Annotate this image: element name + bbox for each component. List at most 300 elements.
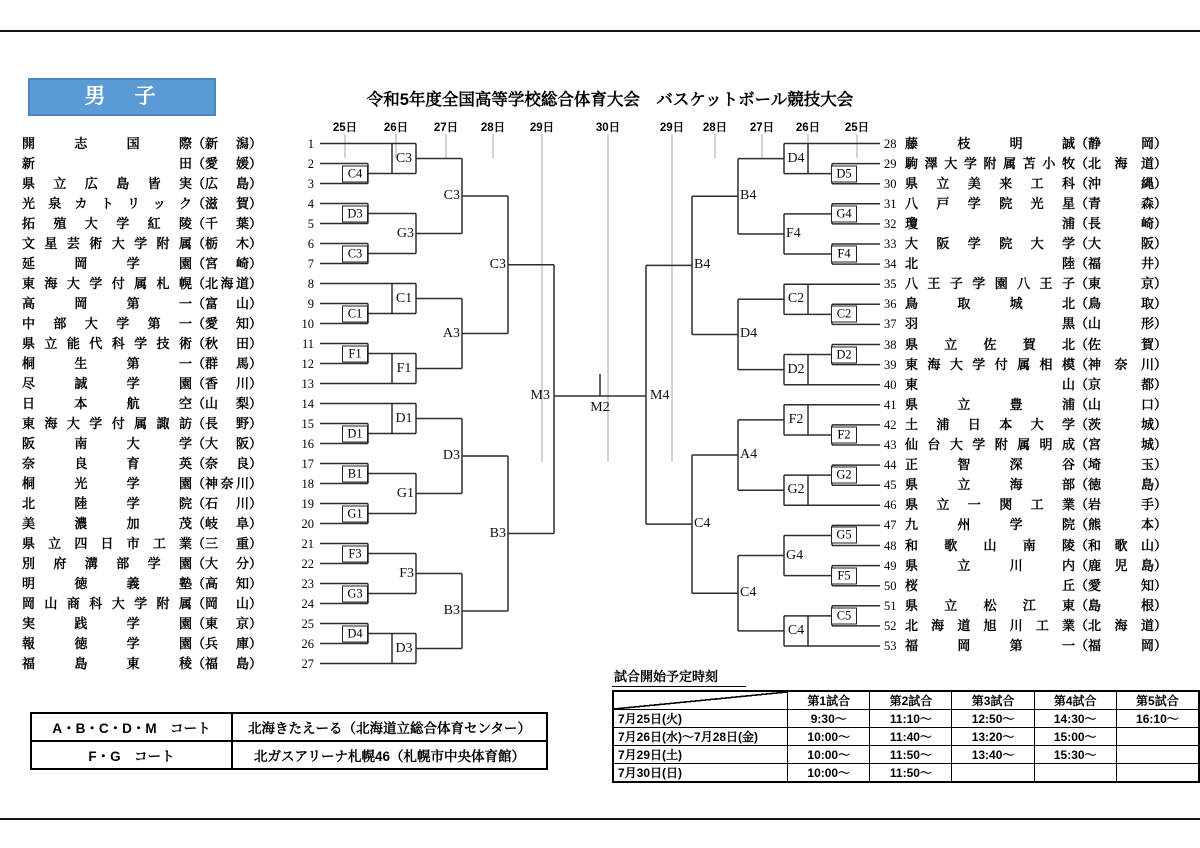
team-seed: 53 bbox=[884, 639, 897, 653]
team-prefecture: （沖縄） bbox=[1075, 175, 1168, 191]
team-seed: 12 bbox=[301, 356, 314, 371]
match-box-G1: G1 bbox=[342, 505, 368, 522]
team-prefecture: （青森） bbox=[1075, 195, 1168, 211]
schedule-time: 11:50～ bbox=[870, 746, 952, 764]
team-seed: 46 bbox=[884, 498, 897, 513]
team-row bbox=[22, 255, 314, 273]
team-row bbox=[22, 175, 314, 193]
schedule-time: 15:30～ bbox=[1034, 746, 1116, 764]
team-prefecture: （千葉） bbox=[192, 215, 263, 231]
team-row bbox=[884, 175, 1178, 193]
match-label-A4: A4 bbox=[740, 447, 758, 463]
team-seed: 9 bbox=[307, 296, 314, 311]
date-column-5: 29日 bbox=[529, 122, 555, 134]
schedule-time: 14:30～ bbox=[1034, 710, 1116, 728]
schedule-time: 11:40～ bbox=[870, 728, 952, 746]
schedule-time bbox=[1116, 728, 1199, 746]
team-row bbox=[22, 275, 314, 293]
schedule-time: 13:20～ bbox=[952, 728, 1034, 746]
team-prefecture: （愛知） bbox=[1075, 577, 1168, 593]
prefecture-text: 宮城 bbox=[1088, 437, 1155, 452]
team-seed: 14 bbox=[301, 396, 314, 411]
schedule-row bbox=[613, 728, 1199, 746]
match-label-G4: G4 bbox=[786, 547, 804, 563]
team-prefecture: （福島） bbox=[192, 655, 263, 671]
match-box-C3: C3 bbox=[342, 245, 368, 262]
prefecture-text: 愛知 bbox=[205, 315, 250, 331]
team-seed: 31 bbox=[884, 196, 897, 211]
team-row bbox=[884, 376, 1178, 394]
team-seed: 39 bbox=[884, 357, 897, 372]
schedule-time bbox=[1116, 746, 1199, 764]
team-row bbox=[884, 416, 1178, 434]
team-row bbox=[22, 515, 314, 533]
match-box-C5: C5 bbox=[831, 607, 857, 624]
team-row bbox=[22, 135, 314, 153]
team-seed: 50 bbox=[884, 578, 897, 593]
tournament-title: 令和5年度全国高等学校総合体育大会 バスケットボール競技大会 bbox=[366, 91, 854, 109]
team-name: 美濃加茂 bbox=[22, 515, 192, 531]
team-seed: 42 bbox=[884, 417, 897, 432]
category-badge: 男 子 bbox=[28, 78, 216, 116]
prefecture-text: 福島 bbox=[205, 655, 250, 671]
prefecture-text: 山形 bbox=[1088, 316, 1155, 332]
match-label-M2: M2 bbox=[590, 400, 610, 415]
team-name: 明徳義塾 bbox=[22, 575, 192, 591]
prefecture-text: 宮崎 bbox=[205, 255, 250, 271]
schedule-time: 16:10～ bbox=[1116, 710, 1199, 728]
prefecture-text: 沖縄 bbox=[1088, 175, 1155, 191]
team-row bbox=[22, 215, 314, 233]
team-row bbox=[884, 496, 1178, 514]
team-seed: 22 bbox=[301, 556, 314, 571]
team-seed: 24 bbox=[301, 596, 314, 611]
prefecture-text: 熊本 bbox=[1088, 517, 1155, 533]
match-label-D4: D4 bbox=[740, 326, 758, 342]
team-name: 延岡学園 bbox=[22, 255, 192, 271]
team-name: 高岡第一 bbox=[22, 295, 192, 311]
team-seed: 17 bbox=[301, 456, 314, 471]
venue-row bbox=[31, 741, 547, 769]
team-seed: 13 bbox=[301, 376, 314, 391]
team-row bbox=[884, 356, 1178, 374]
match-box-G3: G3 bbox=[342, 585, 368, 602]
team-name: 県立海部 bbox=[905, 477, 1075, 493]
team-seed: 44 bbox=[884, 458, 897, 473]
team-prefecture: （岡山） bbox=[192, 595, 263, 611]
team-row bbox=[884, 617, 1178, 635]
team-name: 土浦日本大学 bbox=[905, 416, 1075, 432]
team-seed: 47 bbox=[884, 518, 897, 533]
prefecture-text: 徳島 bbox=[1088, 477, 1155, 493]
prefecture-text: 三重 bbox=[205, 535, 250, 551]
team-seed: 36 bbox=[884, 297, 897, 312]
prefecture-text: 神奈川 bbox=[1088, 356, 1155, 372]
team-prefecture: （埼玉） bbox=[1075, 457, 1168, 473]
prefecture-text: 東京 bbox=[205, 615, 250, 631]
prefecture-text: 岡山 bbox=[205, 595, 250, 611]
team-prefecture: （新潟） bbox=[192, 135, 263, 151]
team-seed: 41 bbox=[884, 397, 897, 412]
schedule-header-game1: 第1試合 bbox=[788, 691, 870, 710]
team-prefecture: （大分） bbox=[192, 555, 263, 571]
team-prefecture: （奈良） bbox=[192, 455, 263, 471]
prefecture-text: 鹿児島 bbox=[1088, 557, 1155, 573]
team-prefecture: （香川） bbox=[192, 375, 263, 391]
team-name: 八王子学園八王子 bbox=[905, 276, 1075, 292]
team-row bbox=[22, 415, 314, 433]
team-name: 県立美来工科 bbox=[905, 175, 1075, 191]
match-box-D4: D4 bbox=[342, 625, 368, 642]
prefecture-text: 山口 bbox=[1088, 396, 1155, 412]
team-name: 福島東稜 bbox=[22, 655, 192, 671]
schedule-time: 10:00～ bbox=[788, 746, 870, 764]
team-prefecture: （秋田） bbox=[192, 335, 263, 351]
team-name: 東海大学付属相模 bbox=[905, 356, 1075, 372]
team-prefecture: （山梨） bbox=[192, 395, 263, 411]
date-column-9: 27日 bbox=[749, 122, 775, 134]
match-box-F4: F4 bbox=[831, 246, 857, 263]
team-row bbox=[22, 355, 314, 373]
team-seed: 51 bbox=[884, 598, 897, 613]
team-seed: 3 bbox=[307, 176, 314, 191]
team-seed: 27 bbox=[301, 656, 314, 671]
match-label-C3: C3 bbox=[489, 256, 506, 272]
team-prefecture: （滋賀） bbox=[192, 195, 263, 211]
prefecture-text: 富山 bbox=[205, 295, 250, 311]
team-prefecture: （広島） bbox=[192, 175, 263, 191]
match-label-D3: D3 bbox=[442, 448, 460, 463]
prefecture-text: 大阪 bbox=[205, 435, 250, 451]
match-box-B1: B1 bbox=[342, 465, 368, 482]
team-name: 阪南大学 bbox=[22, 435, 192, 451]
team-name: 桐光学園 bbox=[22, 475, 192, 491]
match-label-C3: C3 bbox=[443, 188, 460, 203]
team-row bbox=[22, 375, 314, 393]
match-label-G2: G2 bbox=[787, 482, 805, 498]
team-row bbox=[884, 637, 1178, 655]
team-seed: 40 bbox=[884, 377, 897, 392]
schedule-table bbox=[612, 690, 1200, 783]
team-name: 県立川内 bbox=[905, 557, 1075, 573]
schedule-time: 10:00～ bbox=[788, 728, 870, 746]
date-column-1: 25日 bbox=[332, 122, 358, 134]
team-name: 実践学園 bbox=[22, 615, 192, 631]
team-name: 北海道旭川工業 bbox=[905, 617, 1075, 633]
team-prefecture: （北海道） bbox=[192, 275, 263, 291]
team-name: 仙台大学附属明成 bbox=[905, 437, 1075, 452]
team-prefecture: （石川） bbox=[192, 495, 263, 511]
prefecture-text: 大分 bbox=[205, 555, 250, 571]
schedule-time: 15:00～ bbox=[1034, 728, 1116, 746]
team-prefecture: （山口） bbox=[1075, 396, 1168, 412]
match-label-C4: C4 bbox=[694, 516, 711, 532]
match-label-C4: C4 bbox=[787, 622, 805, 638]
prefecture-text: 岐阜 bbox=[205, 515, 250, 531]
prefecture-text: 愛知 bbox=[1088, 577, 1155, 593]
team-row bbox=[884, 336, 1178, 354]
match-label-D3: D3 bbox=[395, 640, 413, 656]
team-prefecture: （大阪） bbox=[1075, 236, 1168, 251]
team-row bbox=[22, 235, 314, 253]
date-column-10: 26日 bbox=[795, 122, 821, 134]
match-label-A3: A3 bbox=[442, 325, 460, 341]
team-seed: 35 bbox=[884, 277, 897, 292]
team-seed: 4 bbox=[307, 196, 314, 211]
team-row bbox=[884, 255, 1178, 273]
prefecture-text: 広島 bbox=[205, 175, 250, 191]
team-row bbox=[22, 195, 314, 213]
match-box-F1: F1 bbox=[342, 345, 368, 362]
prefecture-text: 長野 bbox=[205, 415, 250, 431]
prefecture-text: 岩手 bbox=[1088, 497, 1155, 513]
team-row bbox=[884, 476, 1178, 494]
team-name: 桐生第一 bbox=[22, 355, 192, 371]
match-label-B3: B3 bbox=[489, 525, 506, 541]
prefecture-text: 石川 bbox=[205, 495, 250, 511]
prefecture-text: 福岡 bbox=[1088, 638, 1155, 653]
team-prefecture: （熊本） bbox=[1075, 517, 1168, 533]
prefecture-text: 山梨 bbox=[205, 395, 250, 411]
team-prefecture: （島根） bbox=[1075, 597, 1168, 613]
schedule-time: 9:30～ bbox=[788, 710, 870, 728]
team-seed: 5 bbox=[307, 216, 314, 231]
prefecture-text: 佐賀 bbox=[1088, 336, 1155, 352]
match-label-F1: F1 bbox=[396, 360, 412, 376]
team-seed: 20 bbox=[301, 516, 314, 531]
team-seed: 6 bbox=[307, 236, 314, 251]
match-label-C4: C4 bbox=[740, 585, 757, 601]
match-label-B4: B4 bbox=[740, 188, 757, 204]
team-name: 県立能代科学技術 bbox=[22, 335, 192, 351]
prefecture-text: 鳥取 bbox=[1088, 296, 1155, 312]
match-label-G3: G3 bbox=[396, 225, 414, 241]
team-row bbox=[884, 315, 1178, 333]
prefecture-text: 千葉 bbox=[205, 215, 250, 231]
team-seed: 16 bbox=[301, 436, 314, 451]
team-row bbox=[884, 195, 1178, 213]
team-prefecture: （三重） bbox=[192, 535, 263, 551]
prefecture-text: 東京 bbox=[1088, 276, 1155, 292]
match-label-C1: C1 bbox=[395, 290, 413, 306]
team-name: 報徳学園 bbox=[22, 635, 192, 651]
prefecture-text: 兵庫 bbox=[205, 635, 250, 651]
match-box-F3: F3 bbox=[342, 545, 368, 562]
team-row bbox=[884, 436, 1178, 454]
match-label-F2: F2 bbox=[788, 411, 804, 427]
schedule-title: 試合開始予定時刻 bbox=[612, 666, 746, 687]
team-prefecture: （山形） bbox=[1075, 316, 1168, 332]
team-name: 羽黒 bbox=[905, 316, 1075, 332]
team-name: 瓊浦 bbox=[905, 215, 1075, 231]
team-name: 北陸学院 bbox=[22, 495, 192, 511]
team-name: 中部大学第一 bbox=[22, 315, 192, 331]
team-seed: 33 bbox=[884, 237, 897, 251]
match-box-C2: C2 bbox=[831, 306, 857, 323]
match-box-D2: D2 bbox=[831, 346, 857, 363]
team-row bbox=[884, 557, 1178, 575]
team-seed: 8 bbox=[307, 276, 314, 291]
prefecture-text: 福井 bbox=[1088, 256, 1155, 272]
team-prefecture: （鳥取） bbox=[1075, 296, 1168, 312]
team-name: 新田 bbox=[22, 155, 192, 171]
team-prefecture: （富山） bbox=[192, 295, 263, 311]
prefecture-text: 滋賀 bbox=[205, 195, 250, 211]
team-row bbox=[22, 155, 314, 173]
match-box-G2: G2 bbox=[831, 467, 857, 484]
schedule-date: 7月25日(火) bbox=[613, 710, 788, 728]
match-box-D1: D1 bbox=[342, 425, 368, 442]
match-label-D2: D2 bbox=[787, 361, 805, 377]
schedule-date: 7月29日(土) bbox=[613, 746, 788, 764]
team-prefecture: （愛知） bbox=[192, 315, 263, 331]
match-label-B4: B4 bbox=[694, 257, 711, 273]
team-name: 藤枝明誠 bbox=[905, 135, 1075, 151]
match-box-G5: G5 bbox=[831, 527, 857, 544]
team-seed: 45 bbox=[884, 478, 897, 493]
team-name: 日本航空 bbox=[22, 395, 192, 411]
team-row bbox=[22, 635, 314, 653]
team-row bbox=[884, 516, 1178, 534]
prefecture-text: 北海道 bbox=[1088, 617, 1155, 633]
match-label-G1: G1 bbox=[396, 485, 414, 501]
team-row bbox=[884, 155, 1178, 173]
team-row bbox=[22, 315, 314, 333]
team-prefecture: （東京） bbox=[1075, 276, 1168, 292]
team-prefecture: （兵庫） bbox=[192, 635, 263, 651]
team-name: 尽誠学園 bbox=[22, 375, 192, 391]
venue-table bbox=[30, 712, 548, 770]
team-prefecture: （福岡） bbox=[1075, 638, 1168, 653]
team-seed: 1 bbox=[307, 136, 314, 151]
team-seed: 10 bbox=[301, 316, 314, 331]
prefecture-text: 群馬 bbox=[205, 355, 250, 371]
team-row bbox=[22, 555, 314, 573]
match-label-D1: D1 bbox=[395, 410, 413, 426]
schedule-header-game5: 第5試合 bbox=[1116, 691, 1199, 710]
team-prefecture: （北海道） bbox=[1075, 155, 1168, 171]
match-label-M4: M4 bbox=[650, 388, 670, 403]
prefecture-text: 埼玉 bbox=[1088, 457, 1155, 473]
team-name: 岡山商科大学附属 bbox=[22, 595, 192, 611]
date-column-3: 27日 bbox=[433, 122, 459, 134]
team-prefecture: （徳島） bbox=[1075, 477, 1168, 493]
match-label-F3: F3 bbox=[399, 565, 414, 581]
schedule-corner-cell bbox=[613, 691, 788, 710]
team-prefecture: （岩手） bbox=[1075, 497, 1168, 513]
team-name: 県立広島皆実 bbox=[22, 175, 192, 191]
prefecture-text: 秋田 bbox=[205, 335, 250, 351]
team-name: 東山 bbox=[905, 376, 1075, 392]
team-prefecture: （長崎） bbox=[1075, 215, 1168, 231]
team-seed: 52 bbox=[884, 618, 897, 633]
match-box-C4: C4 bbox=[342, 165, 368, 182]
team-row bbox=[22, 535, 314, 553]
team-row bbox=[22, 335, 314, 353]
team-row bbox=[22, 395, 314, 413]
team-row bbox=[22, 435, 314, 453]
prefecture-text: 北海道 bbox=[205, 275, 250, 291]
schedule-date: 7月26日(水)～7月28日(金) bbox=[613, 728, 788, 746]
schedule-section bbox=[612, 666, 1200, 783]
prefecture-text: 栃木 bbox=[205, 235, 250, 251]
team-name: 県立一関工業 bbox=[905, 497, 1075, 513]
team-name: 八戸学院光星 bbox=[905, 195, 1075, 211]
team-name: 九州学院 bbox=[905, 517, 1075, 533]
prefecture-text: 高知 bbox=[205, 575, 250, 591]
team-row bbox=[22, 495, 314, 513]
team-seed: 21 bbox=[301, 536, 314, 551]
team-row bbox=[22, 615, 314, 633]
match-box-F2: F2 bbox=[831, 426, 857, 443]
prefecture-text: 京都 bbox=[1088, 376, 1155, 392]
schedule-time: 12:50～ bbox=[952, 710, 1034, 728]
team-prefecture: （神奈川） bbox=[1075, 356, 1168, 372]
team-seed: 37 bbox=[884, 317, 897, 332]
team-row bbox=[884, 295, 1178, 313]
team-row bbox=[884, 275, 1178, 293]
team-name: 光泉カトリック bbox=[22, 195, 192, 211]
team-name: 開志国際 bbox=[22, 135, 192, 151]
team-name: 別府溝部学園 bbox=[22, 555, 192, 571]
schedule-row bbox=[613, 764, 1199, 783]
match-label-F4: F4 bbox=[786, 225, 801, 241]
prefecture-text: 奈良 bbox=[205, 455, 250, 471]
team-seed: 26 bbox=[301, 636, 314, 651]
match-label-D4: D4 bbox=[787, 150, 805, 166]
schedule-row bbox=[613, 710, 1199, 728]
venue-row bbox=[31, 713, 547, 741]
team-prefecture: （京都） bbox=[1075, 376, 1168, 392]
team-seed: 19 bbox=[301, 496, 314, 511]
team-row bbox=[22, 295, 314, 313]
team-row bbox=[22, 455, 314, 473]
team-seed: 11 bbox=[301, 336, 314, 351]
team-prefecture: （佐賀） bbox=[1075, 336, 1168, 352]
prefecture-text: 大阪 bbox=[1088, 236, 1155, 251]
team-name: 県立佐賀北 bbox=[905, 336, 1075, 352]
team-prefecture: （長野） bbox=[192, 415, 263, 431]
team-name: 文星芸術大学附属 bbox=[22, 235, 192, 251]
team-row bbox=[884, 577, 1178, 595]
team-seed: 18 bbox=[301, 476, 314, 491]
venue-court: F・G コート bbox=[31, 741, 232, 769]
venue-court: A・B・C・D・M コート bbox=[31, 713, 232, 741]
team-seed: 49 bbox=[884, 558, 897, 573]
date-column-8: 28日 bbox=[702, 122, 728, 134]
schedule-time: 10:00～ bbox=[788, 764, 870, 783]
team-seed: 28 bbox=[884, 136, 897, 151]
team-row bbox=[884, 456, 1178, 474]
match-label-C3: C3 bbox=[395, 150, 413, 166]
prefecture-text: 静岡 bbox=[1088, 135, 1155, 151]
team-prefecture: （栃木） bbox=[192, 235, 263, 251]
schedule-date: 7月30日(日) bbox=[613, 764, 788, 783]
prefecture-text: 和歌山 bbox=[1088, 537, 1155, 553]
prefecture-text: 香川 bbox=[205, 375, 250, 391]
team-seed: 48 bbox=[884, 538, 897, 553]
team-seed: 43 bbox=[884, 438, 897, 452]
schedule-time bbox=[952, 764, 1034, 783]
date-column-7: 29日 bbox=[659, 122, 685, 134]
team-row bbox=[884, 235, 1178, 253]
team-seed: 15 bbox=[301, 416, 314, 431]
venue-name: 北ガスアリーナ札幌46（札幌市中央体育館） bbox=[232, 741, 547, 769]
schedule-header-game4: 第4試合 bbox=[1034, 691, 1116, 710]
match-box-F5: F5 bbox=[831, 567, 857, 584]
match-box-D5: D5 bbox=[831, 165, 857, 182]
team-row bbox=[22, 655, 314, 673]
